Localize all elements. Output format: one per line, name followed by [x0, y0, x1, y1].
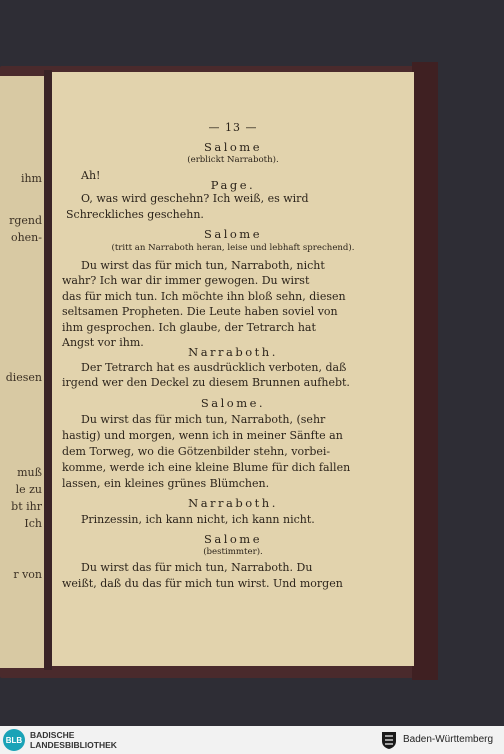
speaker-name: Salome [203, 532, 263, 546]
dialogue-line: wahr? Ich war dir immer gewogen. Du wirst [62, 274, 310, 287]
dialogue-line: Angst vor ihm. [62, 336, 144, 349]
dialogue-line: Du wirst das für mich tun, Narraboth. Du [81, 561, 313, 574]
speaker-name: Page. [210, 178, 256, 192]
speaker-name: Salome. [200, 396, 266, 410]
dialogue-line: das für mich tun. Ich möchte ihn bloß sehn, diesen [62, 290, 346, 303]
stage-direction: (tritt an Narraboth heran, leise und lebhaft sprechend). [111, 243, 355, 253]
dialogue-line: Der Tetrarch hat es ausdrücklich verboten, daß [81, 361, 347, 374]
dialogue-line: lassen, ein kleines grünes Blümchen. [62, 477, 270, 490]
dialogue-line: hastig) und morgen, wenn ich in meiner Sänfte an [62, 429, 343, 442]
dialogue-line: Ah! [81, 169, 101, 182]
left-page [0, 76, 44, 668]
dialogue-line: Schreckliches geschehn. [66, 208, 204, 221]
footer-bar [0, 726, 504, 754]
left-page-fragment: ohen- [10, 231, 42, 244]
dialogue-line: irgend wer den Deckel zu diesem Brunnen aufhebt. [62, 376, 350, 389]
dialogue-line: O, was wird geschehn? Ich weiß, es wird [81, 192, 309, 205]
blb-logo[interactable]: BLB [3, 729, 25, 751]
speaker-name: Salome [203, 227, 263, 241]
gutter [44, 70, 52, 670]
dialogue-line: komme, werde ich eine kleine Blume für dich fallen [62, 461, 351, 474]
stage-direction: (erblickt Narraboth). [187, 155, 279, 165]
left-page-fragment: r von [13, 568, 42, 581]
dialogue-line: Du wirst das für mich tun, Narraboth, nicht [81, 259, 325, 272]
blb-name-line1: BADISCHE [30, 730, 75, 740]
left-page-fragment: ihm [20, 172, 42, 185]
speaker-name: Narraboth. [188, 345, 278, 359]
page-number: — 13 — [208, 121, 258, 134]
dialogue-line: Du wirst das für mich tun, Narraboth, (sehr [81, 413, 326, 426]
left-page-fragment: bt ihr [11, 500, 42, 513]
left-page-fragment: Ich [24, 517, 42, 530]
coat-of-arms-icon [380, 730, 398, 750]
blb-name [30, 730, 117, 750]
blb-name-line2: LANDESBIBLIOTHEK [30, 740, 117, 750]
left-page-fragment: rgend [9, 214, 42, 227]
speaker-name: Narraboth. [188, 496, 278, 510]
left-page-fragment: le zu [15, 483, 42, 496]
book-cover-edge [412, 62, 438, 680]
stage-direction: (bestimmter). [203, 547, 263, 557]
dialogue-line: Prinzessin, ich kann nicht, ich kann nicht. [81, 513, 315, 526]
speaker-name: Salome [203, 140, 263, 154]
left-page-fragment: diesen [5, 371, 42, 384]
left-page-fragment: muß [17, 466, 42, 479]
dialogue-line: ihm gesprochen. Ich glaube, der Tetrarch hat [62, 321, 316, 334]
state-name[interactable]: Baden-Württemberg [403, 734, 494, 745]
dialogue-line: weißt, daß du das für mich tun wirst. Und morgen [62, 577, 343, 590]
dialogue-line: dem Torweg, wo die Götzenbilder stehn, vorbei- [62, 445, 331, 458]
dialogue-line: seltsamen Propheten. Die Leute haben soviel von [62, 305, 338, 318]
book-page [52, 72, 414, 666]
